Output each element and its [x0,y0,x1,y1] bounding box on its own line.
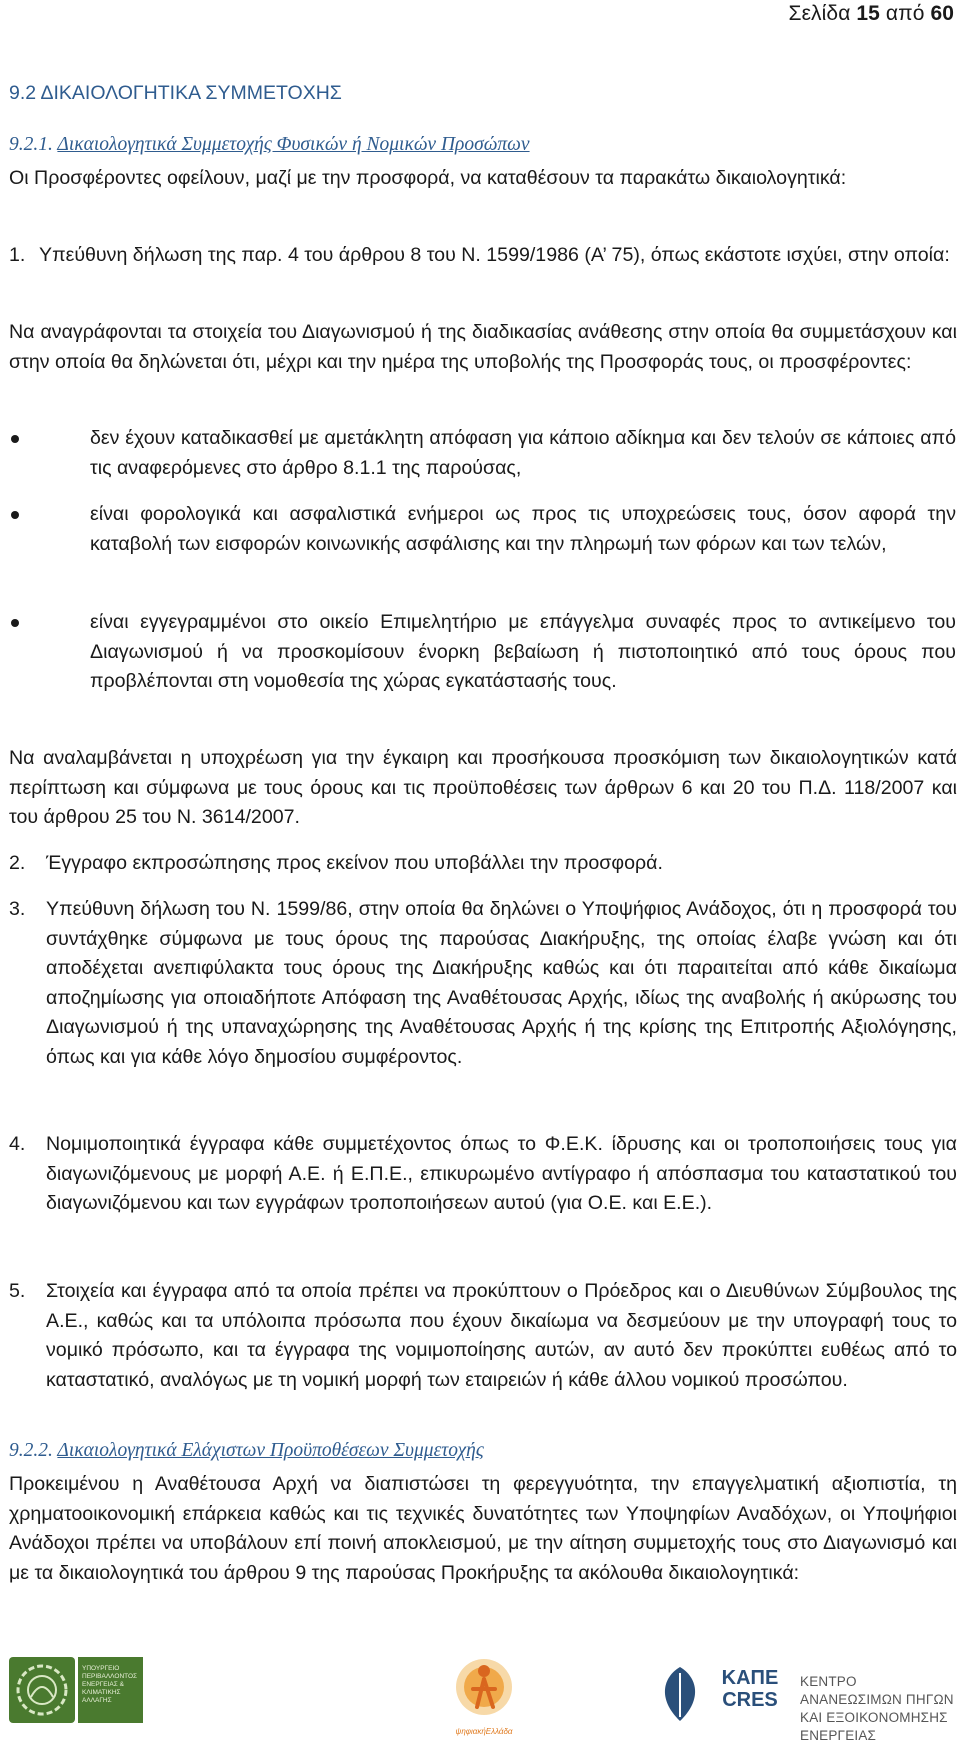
ministry-logo [9,1657,75,1723]
bullet-text: είναι φορολογικά και ασφαλιστικά ενήμεροι ως προς τις υποχρεώσεις τους, όσον αφορά την καταβολή των εισφορών κοινωνικής ασφάλισης και την πληρωμή των φόρων και των τελών, [90,503,956,555]
bullet-text: είναι εγγεγραμμένοι στο οικείο Επιμελητήριο με επάγγελμα συναφές προς το αντικείμενο του Διαγωνισμού ή να προσκομίσουν ένορκη βεβαίωση ή πιστοποιητικό από τους όρους που προβλέπονται στη νομοθεσία της χώρας εγκατάστασής τους. [90,611,956,692]
kape-english: CRES [722,1689,778,1711]
subsection-heading-2 [9,1440,484,1462]
list-item-1 [9,241,957,301]
kape-name-line-2: ΚΑΙ ΕΞΟΙΚΟΝΟΜΗΣΗΣ ΕΝΕΡΓΕΙΑΣ [800,1710,948,1743]
list-item-5-text: Στοιχεία και έγγραφα από τα οποία πρέπει να προκύπτουν ο Πρόεδρος και ο Διευθύνων Σύμβουλος της Α.Ε., καθώς και τα υπόλοιπα πρόσωπα που έχουν δικαίωμα να δεσμεύουν με την υπογραφή τους το νομικό πρόσωπο, και τα έγγραφα της νομιμοποίησης αυτών, αν αυτό δεν προκύπτει ευθέως από το καταστατικό, αναλόγως με τη νομική μορφή των εταιρειών ή κάθε άλλου νομικού προσώπου. [46,1280,957,1391]
list-item-3-text: Υπεύθυνη δήλωση του Ν. 1599/86, στην οποία θα δηλώνει ο Υποψήφιος Ανάδοχος, ότι η προσφορά του συντάχθηκε σύμφωνα με τους όρους της παρούσας Διακήρυξης, της οποίας έλαβε γνώση και ότι αποδέχεται ανεπιφύλακτα τους όρους της Διακήρυξης καθώς και ότι παραιτείται από κάθε δικαίωμα αποζημίωσης για οποιαδήποτε Απόφαση της Αναθέτουσας Αρχής, ιδίως της αναβολής ή ακύρωσης του Διαγωνισμού ή της υπαναχώρησης της Αναθέτουσας Αρχής ή της κρίσης της Επιτροπής Αξιολόγησης, όπως και για κάθε λόγο δημοσίου συμφέροντος. [46,898,957,1068]
page-number [789,2,954,26]
section-heading: 9.2 ΔΙΚΑΙΟΛΟΓΗΤΙΚΑ ΣΥΜΜΕΤΟΧΗΣ [9,82,342,104]
page-number-prefix: Σελίδα [788,2,857,25]
ministry-logo-text: ΥΠΟΥΡΓΕΙΟ ΠΕΡΙΒΑΛΛΟΝΤΟΣ ΕΝΕΡΓΕΙΑΣ & ΚΛΙΜΑΤΙΚΗΣ ΑΛΛΑΓΗΣ [78,1657,143,1723]
digital-greece-logo-icon [449,1651,519,1729]
bullet-dot [11,511,19,519]
kape-full-name [800,1673,960,1745]
kape-leaf-icon [645,1659,715,1729]
obligation-paragraph: Να αναλαμβάνεται η υποχρέωση για την έγκαιρη και προσήκουσα προσκόμιση των δικαιολογητικών κατά περίπτωση και σύμφωνα με τους όρους και τις προϋποθέσεις των άρθρων 6 και 20 του Π.Δ. 118/2007 και του άρθρου 25 του Ν. 3614/2007. [9,747,957,828]
page-number-current: 15 [856,2,880,25]
intro-paragraph: Οι Προσφέροντες οφείλουν, μαζί με την προσφορά, να καταθέσουν τα παρακάτω δικαιολογητικά: [9,167,847,189]
subsection-1-number: 9.2.1. [9,134,58,155]
page-number-mid: από [879,2,931,25]
list-item-2-text: Έγγραφο εκπροσώπησης προς εκείνον που υποβάλλει την προσφορά. [46,852,663,874]
list-item-3-number: 3. [9,898,26,920]
bullet-dot [11,435,19,443]
digital-greece-text: ψηφιακήΕλλάδα [455,1727,513,1736]
list-item-2-number: 2. [9,852,26,874]
subsection-heading-1 [9,134,530,156]
list-item-5-number: 5. [9,1280,26,1302]
kape-name-line-1: ΚΕΝΤΡΟ ΑΝΑΝΕΩΣΙΜΩΝ ΠΗΓΩΝ [800,1674,954,1707]
footer-logos [0,1645,960,1743]
kape-greek: ΚΑΠΕ [721,1667,779,1689]
subsection-2-number: 9.2.2. [9,1440,58,1461]
list-item-4-number: 4. [9,1133,26,1155]
bullet-dot [11,619,19,627]
list-item-4-text: Νομιμοποιητικά έγγραφα κάθε συμμετέχοντος όπως το Φ.Ε.Κ. ίδρυσης και οι τροποποιήσεις τους για διαγωνιζόμενους με μορφή Α.Ε. ή Ε.Π.Ε., επικυρωμένο αντίγραφο ή απόσπασμα του καταστατικού του διαγωνιζόμενου και των εγγράφων τροποποιήσεων αυτού (για Ο.Ε. και Ε.Ε.). [46,1133,957,1214]
subsection-2-title: Δικαιολογητικά Ελάχιστων Προϋποθέσεων Συμμετοχής [57,1440,484,1461]
subsection-1-title: Δικαιολογητικά Συμμετοχής Φυσικών ή Νομικών Προσώπων [57,134,530,155]
bullet-text: δεν έχουν καταδικασθεί με αμετάκλητη απόφαση για κάποιο αδίκημα και δεν τελούν σε κάποιες από τις αναφερόμενες στο άρθρο 8.1.1 της παρούσας, [90,427,956,479]
page-number-total: 60 [930,2,954,25]
list-item-1-text: Υπεύθυνη δήλωση της παρ. 4 του άρθρου 8 του Ν. 1599/1986 (Α’ 75), όπως εκάστοτε ισχύει, στην οποία: [39,244,950,266]
closing-paragraph: Προκειμένου η Αναθέτουσα Αρχή να διαπιστώσει τη φερεγγυότητα, την επαγγελματική αξιοπιστία, τη χρηματοοικονομική επάρκεια καθώς και τις τεχνικές δυνατότητες των Υποψηφίων Αναδόχων, οι Υποψήφιοι Ανάδοχοι πρέπει να υποβάλουν επί ποινή αποκλεισμού, με την αίτηση συμμετοχής τους στο Διαγωνισμό και με τα δικαιολογητικά του άρθρου 9 της παρούσας Προκήρυξης τα ακόλουθα δικαιολογητικά: [9,1473,957,1584]
kape-wordmark [715,1667,785,1711]
list-item-1-number: 1. [9,244,26,266]
declaration-paragraph: Να αναγράφονται τα στοιχεία του Διαγωνισμού ή της διαδικασίας ανάθεσης στην οποία θα συμμετάσχουν και στην οποία θα δηλώνεται ότι, μέχρι και την ημέρα της υποβολής της Προσφοράς τους, οι προσφέροντες: [9,321,957,373]
ministry-emblem-icon [9,1657,75,1723]
